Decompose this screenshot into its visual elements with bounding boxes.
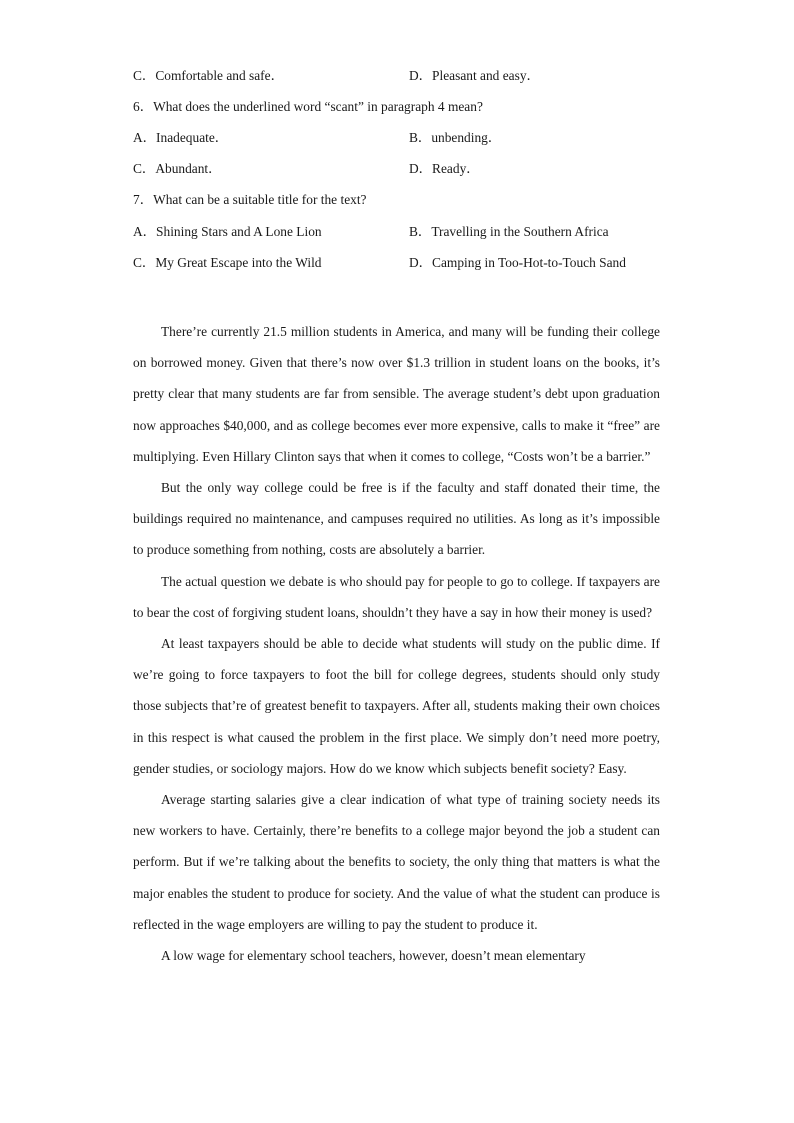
q7-option-c: C．My Great Escape into the Wild (133, 255, 322, 270)
passage-paragraph-6: A low wage for elementary school teachers, however, doesn’t mean elementary (161, 948, 586, 964)
q5-option-c: C．Comfortable and safe． (133, 68, 284, 83)
q7-option-a: A．Shining Stars and A Lone Lion (133, 224, 322, 239)
q7-stem: 7．What can be a suitable title for the text? (133, 192, 367, 207)
q7-option-d: D．Camping in Too-Hot-to-Touch Sand (409, 255, 626, 270)
q6-option-a: A．Inadequate． (133, 130, 229, 145)
q6-option-c: C．Abundant． (133, 161, 222, 176)
q7-option-b: B．Travelling in the Southern Africa (409, 224, 609, 239)
passage-paragraph-3: The actual question we debate is who should pay for people to go to college. If taxpayers are to bear the cost of forgiving student loans, shouldn’t they have a say in how their money is used? (133, 573, 660, 620)
q5-option-d: D．Pleasant and easy． (409, 68, 540, 83)
q6-stem: 6．What does the underlined word “scant” in paragraph 4 mean? (133, 99, 483, 114)
passage-paragraph-5: Average starting salaries give a clear indication of what type of training society needs its new workers to have. Certainly, there’re benefits to a college major beyond the job a student can perform. But if we’re talking about the benefits to society, the only thing that matters is what the major enables the student to produce for society. And the value of what the student can produce is reflected in the wage employers are willing to pay the student to produce it. (133, 792, 660, 932)
reading-passage (133, 316, 660, 971)
q6-option-b: B．unbending． (409, 130, 502, 145)
q6-option-d: D．Ready． (409, 161, 480, 176)
passage-paragraph-1: There’re currently 21.5 million students in America, and many will be funding their college on borrowed money. Given that there’s now over $1.3 trillion in student loans on the books, it’s pretty clear that many students are far from sensible. The average student’s debt upon graduation now approaches $40,000, and as college becomes ever more expensive, calls to make it “free” are multiplying. Even Hillary Clinton says that when it comes to college, “Costs won’t be a barrier.” (133, 324, 660, 464)
passage-paragraph-2: But the only way college could be free is if the faculty and staff donated their time, the buildings required no maintenance, and campuses required no utilities. As long as it’s impossible to produce something from nothing, costs are absolutely a barrier. (133, 480, 660, 558)
passage-paragraph-4: At least taxpayers should be able to decide what students will study on the public dime. If we’re going to force taxpayers to foot the bill for college degrees, students should only study those subjects that’re of greatest benefit to taxpayers. After all, students making their own choices in this respect is what caused the problem in the first place. We simply don’t need more poetry, gender studies, or sociology majors. How do we know which subjects benefit society? Easy. (133, 636, 660, 776)
